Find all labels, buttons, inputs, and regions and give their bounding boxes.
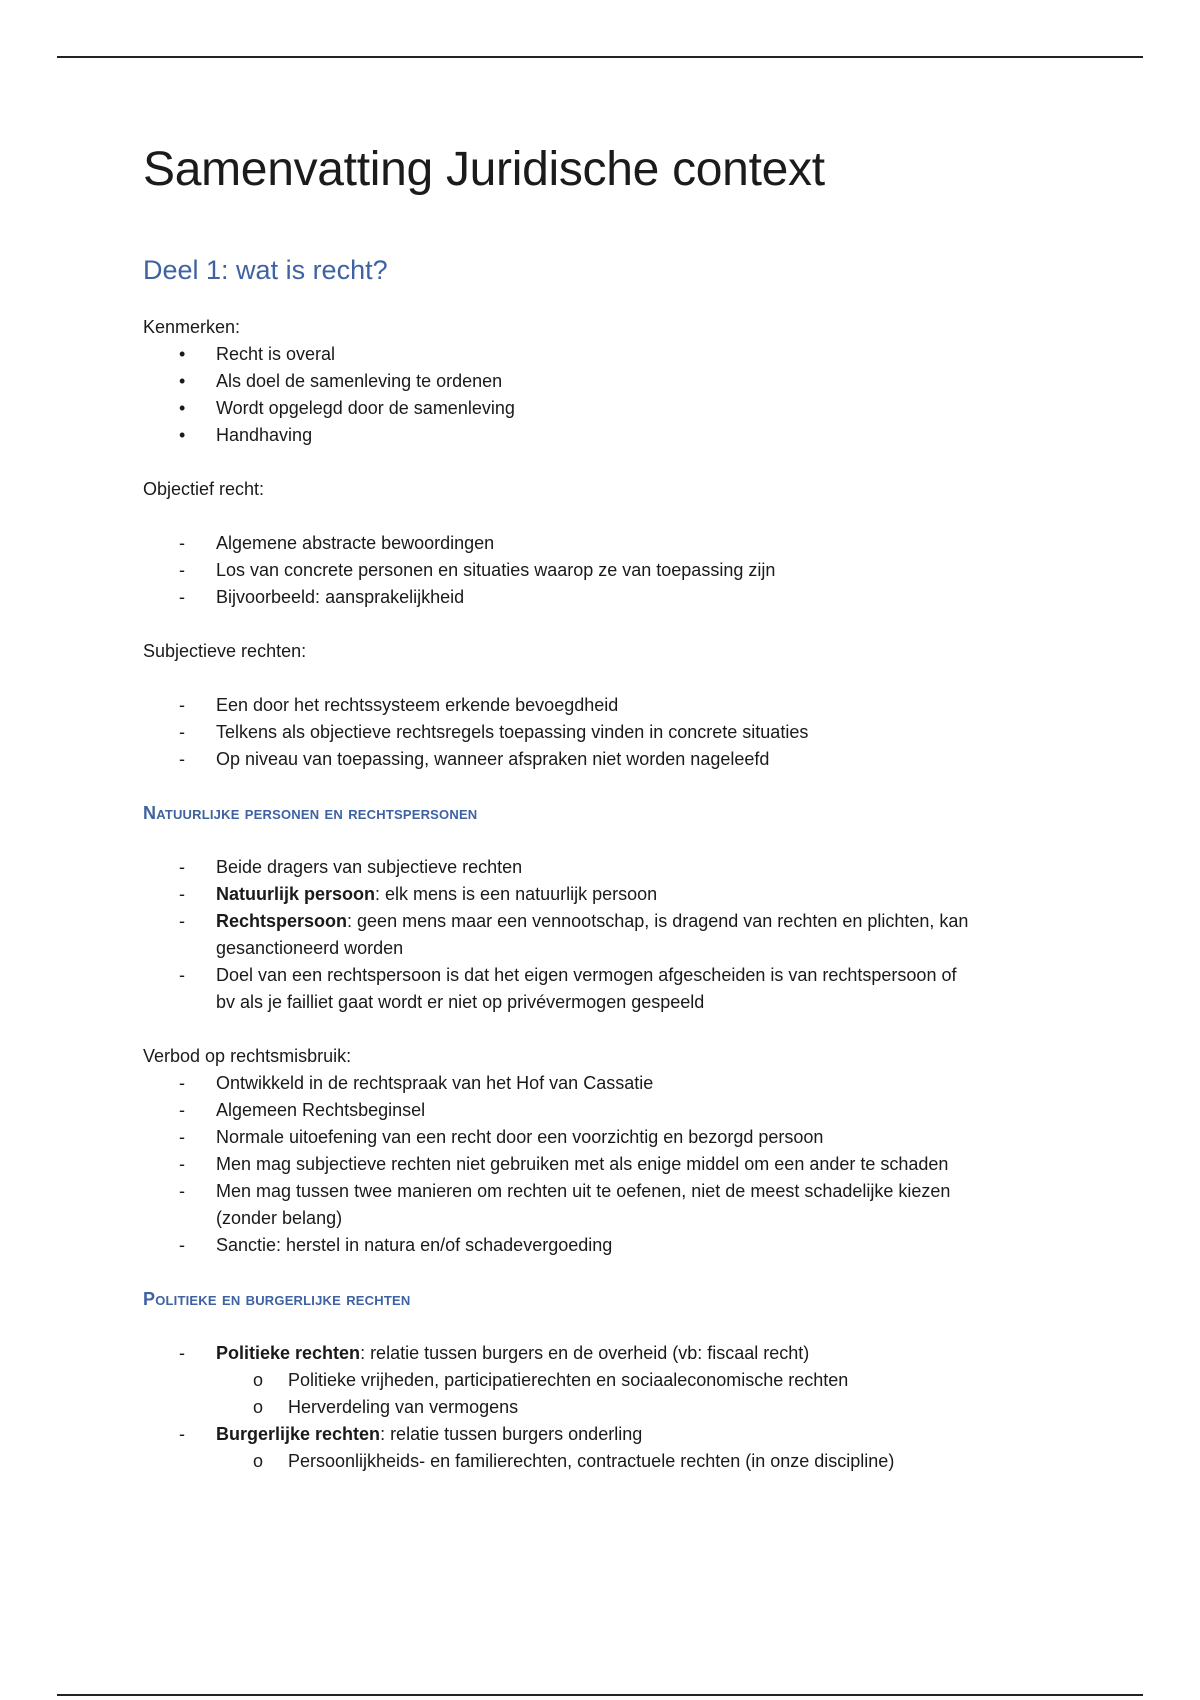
politiek-list	[143, 1340, 1063, 1475]
term-bold: Rechtspersoon	[216, 911, 348, 931]
verbod-list	[143, 1070, 1063, 1259]
kenmerken-label: Kenmerken:	[143, 317, 241, 337]
list-item: - Telkens als objectieve rechtsregels toepassing vinden in concrete situaties	[143, 719, 1063, 746]
document-title: Samenvatting Juridische context	[143, 143, 825, 196]
circle-marker: o	[253, 1451, 264, 1471]
dash-marker: -	[179, 1127, 185, 1147]
list-item: - Los van concrete personen en situaties waarop ze van toepassing zijn	[143, 557, 1063, 584]
sub-list-item: o Politieke vrijheden, participatierechten en sociaaleconomische rechten	[143, 1367, 1063, 1394]
dash-marker: -	[179, 1181, 185, 1201]
subjectief-list	[143, 692, 1063, 773]
part-heading: Deel 1: wat is recht?	[143, 255, 388, 285]
sub-list-item: o Herverdeling van vermogens	[143, 1394, 1063, 1421]
header-rule	[57, 56, 1143, 58]
dash-marker: -	[179, 1235, 185, 1255]
objectief-label: Objectief recht:	[143, 479, 265, 499]
list-item: - Ontwikkeld in de rechtspraak van het Hof van Cassatie	[143, 1070, 1063, 1097]
bullet-marker: •	[179, 344, 186, 364]
section-heading-politiek: Politieke en burgerlijke rechten	[143, 1289, 411, 1309]
list-item: - Rechtspersoon: geen mens maar een vennootschap, is dragend van rechten en plichten, kan gesanctioneerd worden	[143, 908, 1063, 962]
circle-marker: o	[253, 1370, 264, 1390]
bullet-marker: •	[179, 371, 186, 391]
list-item: - Sanctie: herstel in natura en/of schadevergoeding	[143, 1232, 1063, 1259]
dash-marker: -	[179, 1073, 185, 1093]
list-item: - Een door het rechtssysteem erkende bevoegdheid	[143, 692, 1063, 719]
subjectief-label: Subjectieve rechten:	[143, 641, 307, 661]
dash-marker: -	[179, 722, 185, 742]
list-item: - Bijvoorbeeld: aansprakelijkheid	[143, 584, 1063, 611]
natuurlijk-list	[143, 854, 1063, 1016]
term-bold: Burgerlijke rechten	[216, 1424, 381, 1444]
verbod-label: Verbod op rechtsmisbruik:	[143, 1046, 352, 1066]
list-item: • Recht is overal	[143, 341, 1063, 368]
list-item: • Als doel de samenleving te ordenen	[143, 368, 1063, 395]
bullet-marker: •	[179, 425, 186, 445]
list-item: - Men mag subjectieve rechten niet gebruiken met als enige middel om een ander te schaden	[143, 1151, 1063, 1178]
kenmerken-list	[143, 341, 1063, 449]
list-item: - Politieke rechten: relatie tussen burgers en de overheid (vb: fiscaal recht)	[143, 1340, 1063, 1367]
dash-marker: -	[179, 1424, 185, 1444]
list-item: - Doel van een rechtspersoon is dat het eigen vermogen afgescheiden is van rechtspersoon of bv als je failliet gaat wordt er niet op privévermogen gespeeld	[143, 962, 1063, 1016]
objectief-list	[143, 530, 1063, 611]
footer-rule	[57, 1694, 1143, 1696]
list-item: - Algemeen Rechtsbeginsel	[143, 1097, 1063, 1124]
dash-marker: -	[179, 1154, 185, 1174]
list-item: - Men mag tussen twee manieren om rechten uit te oefenen, niet de meest schadelijke kiezen (zonder belang)	[143, 1178, 1063, 1232]
dash-marker: -	[179, 560, 185, 580]
dash-marker: -	[179, 533, 185, 553]
dash-marker: -	[179, 1100, 185, 1120]
sub-list-item: o Persoonlijkheids- en familierechten, contractuele rechten (in onze discipline)	[143, 1448, 1063, 1475]
term-bold: Politieke rechten	[216, 1343, 361, 1363]
dash-marker: -	[179, 965, 185, 985]
list-item: - Beide dragers van subjectieve rechten	[143, 854, 1063, 881]
list-item: - Algemene abstracte bewoordingen	[143, 530, 1063, 557]
dash-marker: -	[179, 911, 185, 931]
list-item: • Handhaving	[143, 422, 1063, 449]
circle-marker: o	[253, 1397, 264, 1417]
list-item: - Burgerlijke rechten: relatie tussen burgers onderling	[143, 1421, 1063, 1448]
list-item: - Normale uitoefening van een recht door een voorzichtig en bezorgd persoon	[143, 1124, 1063, 1151]
dash-marker: -	[179, 1343, 185, 1363]
dash-marker: -	[179, 857, 185, 877]
list-item: - Op niveau van toepassing, wanneer afspraken niet worden nageleefd	[143, 746, 1063, 773]
dash-marker: -	[179, 587, 185, 607]
bullet-marker: •	[179, 398, 186, 418]
dash-marker: -	[179, 749, 185, 769]
list-item: • Wordt opgelegd door de samenleving	[143, 395, 1063, 422]
list-item: - Natuurlijk persoon: elk mens is een natuurlijk persoon	[143, 881, 1063, 908]
document-page	[143, 140, 1063, 1475]
section-heading-natuurlijk: Natuurlijke personen en rechtspersonen	[143, 803, 478, 823]
term-bold: Natuurlijk persoon	[216, 884, 376, 904]
dash-marker: -	[179, 884, 185, 904]
dash-marker: -	[179, 695, 185, 715]
